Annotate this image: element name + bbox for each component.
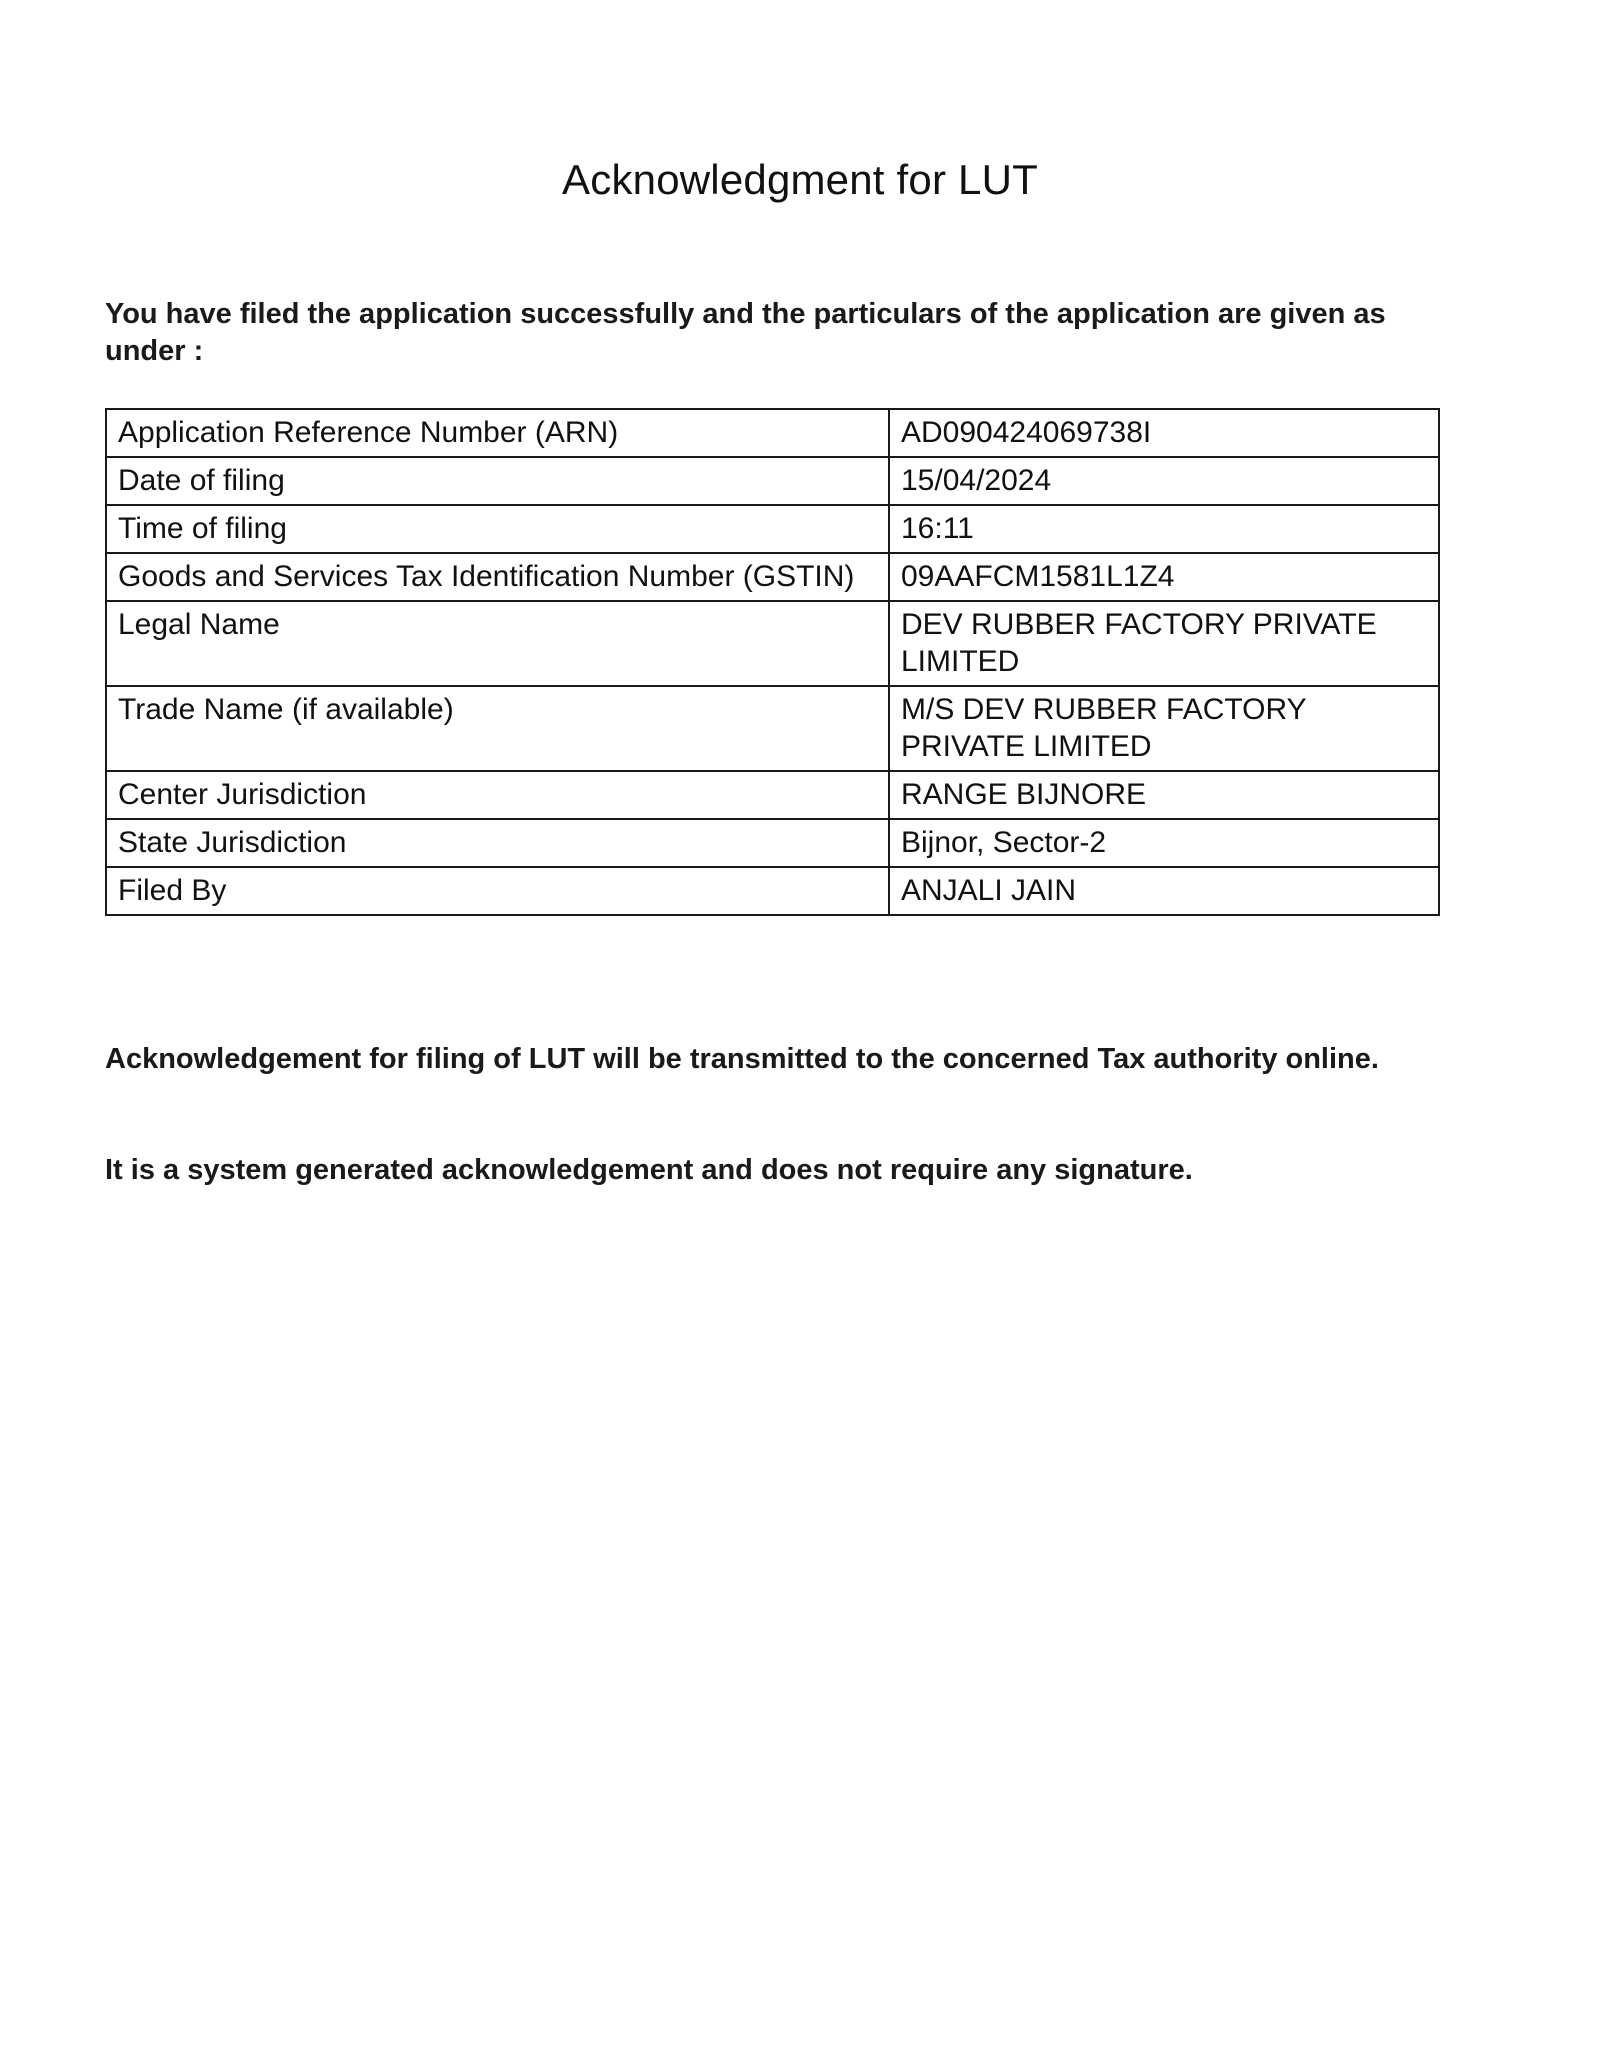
table-row <box>106 505 1439 553</box>
row-label-date: Date of filing <box>106 457 889 505</box>
table-row <box>106 601 1439 686</box>
row-value-trade-name: M/S DEV RUBBER FACTORY PRIVATE LIMITED <box>889 686 1439 771</box>
table-row <box>106 686 1439 771</box>
table-row <box>106 771 1439 819</box>
row-label-center-jurisdiction: Center Jurisdiction <box>106 771 889 819</box>
row-value-center-jurisdiction: RANGE BIJNORE <box>889 771 1439 819</box>
row-label-state-jurisdiction: State Jurisdiction <box>106 819 889 867</box>
row-label-filed-by: Filed By <box>106 867 889 915</box>
row-label-arn: Application Reference Number (ARN) <box>106 409 889 457</box>
page-title: Acknowledgment for LUT <box>562 156 1038 203</box>
row-label-legal-name: Legal Name <box>106 601 889 686</box>
row-value-state-jurisdiction: Bijnor, Sector-2 <box>889 819 1439 867</box>
signature-note: It is a system generated acknowledgement and does not require any signature. <box>105 1154 1193 1186</box>
row-value-legal-name: DEV RUBBER FACTORY PRIVATE LIMITED <box>889 601 1439 686</box>
row-label-gstin: Goods and Services Tax Identification Number (GSTIN) <box>106 553 889 601</box>
row-value-gstin: 09AAFCM1581L1Z4 <box>889 553 1439 601</box>
table-row <box>106 867 1439 915</box>
table-row <box>106 409 1439 457</box>
application-details-table <box>105 408 1440 916</box>
intro-text: You have filed the application successfully and the particulars of the application are given as under : <box>105 298 1386 367</box>
row-value-time: 16:11 <box>889 505 1439 553</box>
row-label-time: Time of filing <box>106 505 889 553</box>
table-row <box>106 553 1439 601</box>
row-value-date: 15/04/2024 <box>889 457 1439 505</box>
transmission-note: Acknowledgement for filing of LUT will be transmitted to the concerned Tax authority online. <box>105 1043 1379 1075</box>
row-label-trade-name: Trade Name (if available) <box>106 686 889 771</box>
table-row <box>106 819 1439 867</box>
table-row <box>106 457 1439 505</box>
row-value-arn: AD090424069738I <box>889 409 1439 457</box>
row-value-filed-by: ANJALI JAIN <box>889 867 1439 915</box>
